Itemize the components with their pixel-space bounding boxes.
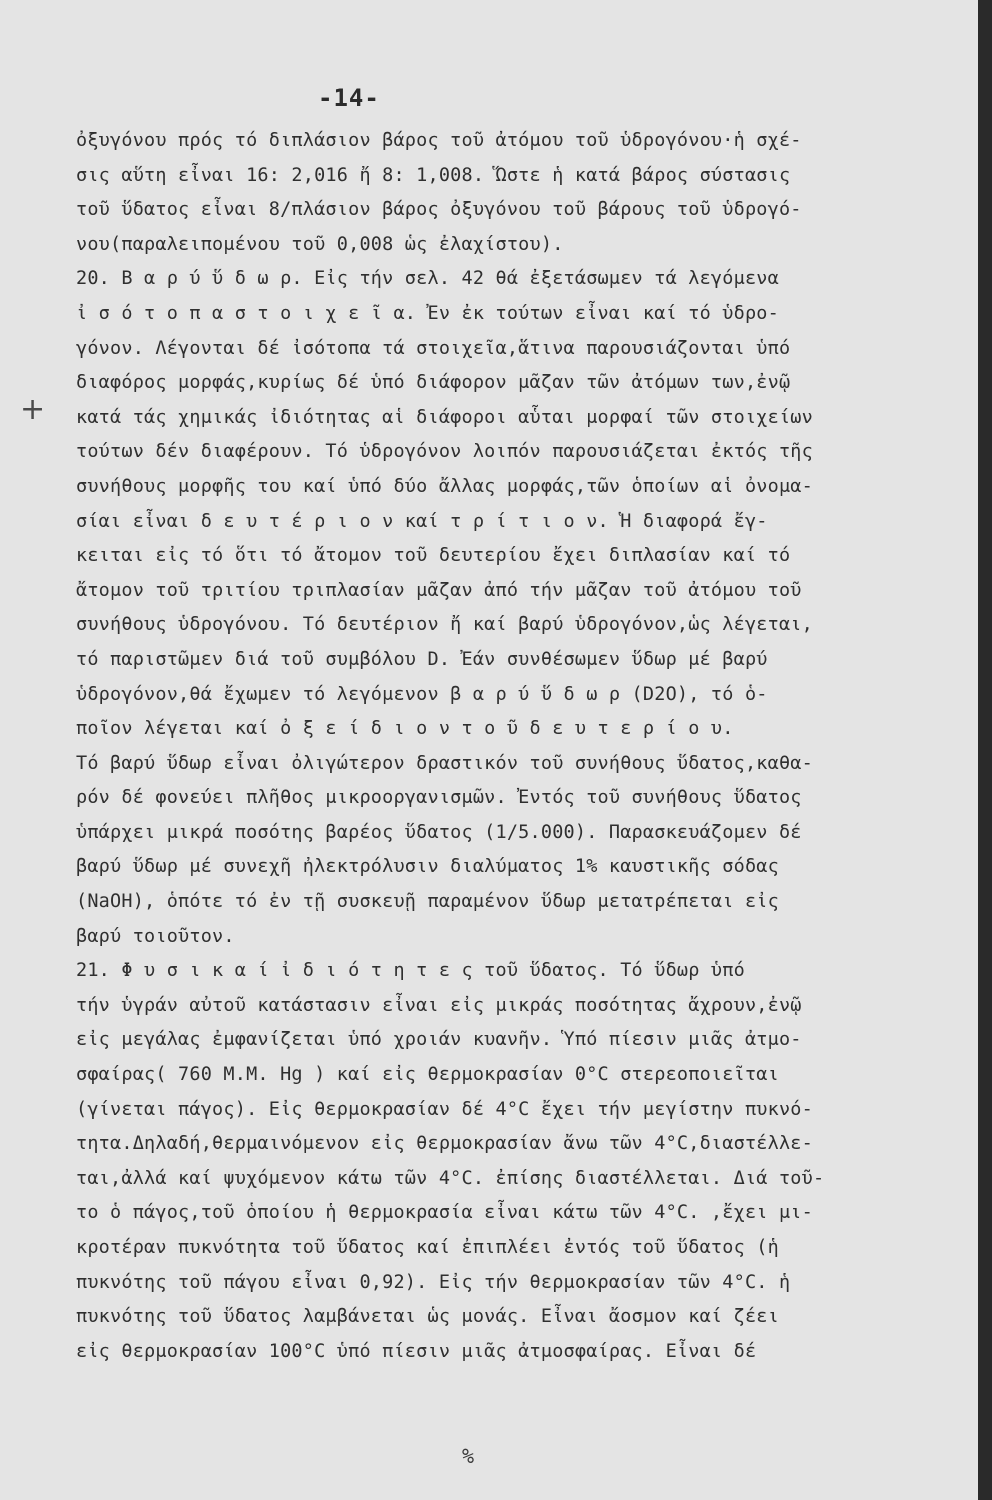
text-line: ὀξυγόνου πρός τό διπλάσιον βάρος τοῦ ἀτόμου τοῦ ὑδρογόνου·ἡ σχέ- [76, 130, 802, 151]
text-line: ὑδρογόνον,θά ἔχωμεν τό λεγόμενον β α ρ ύ ὕ δ ω ρ (D2O), τό ὁ- [76, 683, 768, 705]
text-line: βαρύ ὕδωρ μέ συνεχῆ ἠλεκτρόλυσιν διαλύματος 1% καυστικῆς σόδας [76, 856, 779, 878]
text-line: βαρύ τοιοῦτον. [76, 925, 235, 947]
text-line: Τό βαρύ ὕδωρ εἶναι ὀλιγώτερον δραστικόν τοῦ συνήθους ὕδατος,καθα- [76, 752, 813, 774]
text-line: (NaOH), ὁπότε τό ἐν τῇ συσκευῇ παραμένον ὕδωρ μετατρέπεται εἰς [76, 891, 779, 913]
text-line: νου(παραλειπομένου τοῦ 0,008 ὡς ἐλαχίστου). [76, 233, 564, 255]
text-line: διαφόρος μορφάς,κυρίως δέ ὑπό διάφορον μᾶζαν τῶν ἀτόμων των,ἐνῷ [76, 372, 791, 394]
text-line: το ὁ πάγος,τοῦ ὁποίου ἡ θερμοκρασία εἶναι κάτω τῶν 4°C. ,ἔχει μι- [76, 1202, 813, 1224]
text-line: τούτων δέν διαφέρουν. Τό ὑδρογόνον λοιπόν παρουσιάζεται ἐκτός τῆς [76, 441, 813, 463]
page-number: -14- [318, 84, 380, 112]
body-text [76, 124, 960, 1369]
text-line: πυκνότης τοῦ ὕδατος λαμβάνεται ὡς μονάς. Εἶναι ἄοσμον καί ζέει [76, 1306, 779, 1328]
text-line: συνήθους ὑδρογόνου. Τό δευτέριον ἤ καί βαρύ ὑδρογόνον,ὡς λέγεται, [76, 614, 813, 636]
text-line: κειται εἰς τό ὅτι τό ἄτομον τοῦ δευτερίου ἔχει διπλασίαν καί τό [76, 545, 791, 567]
text-line: τοῦ ὕδατος εἶναι 8/πλάσιον βάρος ὀξυγόνου τοῦ βάρους τοῦ ὑδρογό- [76, 199, 802, 221]
text-line: εἰς θερμοκρασίαν 100°C ὑπό πίεσιν μιᾶς ἀτμοσφαίρας. Εἶναι δέ [76, 1340, 757, 1362]
text-line: τό παριστῶμεν διά τοῦ συμβόλου D. Ἐάν συνθέσωμεν ὕδωρ μέ βαρύ [76, 648, 768, 670]
text-line: ρόν δέ φονεύει πλῆθος μικροοργανισμῶν. Ἐντός τοῦ συνήθους ὕδατος [76, 787, 802, 809]
text-line: σις αὕτη εἶναι 16: 2,016 ἤ 8: 1,008. Ὥστε ἡ κατά βάρος σύστασις [76, 164, 791, 186]
text-line: γόνον. Λέγονται δέ ἰσότοπα τά στοιχεῖα,ἅτινα παρουσιάζονται ὑπό [76, 337, 791, 359]
bottom-mark: % [462, 1444, 475, 1468]
text-line: ἄτομον τοῦ τριτίου τριπλασίαν μᾶζαν ἀπό τήν μᾶζαν τοῦ ἀτόμου τοῦ [76, 579, 802, 601]
text-line: κροτέραν πυκνότητα τοῦ ὕδατος καί ἐπιπλέει ἐντός τοῦ ὕδατος (ἡ [76, 1237, 779, 1258]
text-line: σφαίρας( 760 Μ.Μ. Hg ) καί εἰς θερμοκρασίαν 0°C στερεοποιεῖται [76, 1064, 779, 1086]
text-line: ται,ἀλλά καί ψυχόμενον κάτω τῶν 4°C. ἐπίσης διαστέλλεται. Διά τοῦ- [76, 1167, 825, 1189]
text-line: εἰς μεγάλας ἐμφανίζεται ὑπό χροιάν κυανῆν. Ὑπό πίεσιν μιᾶς ἀτμο- [76, 1029, 802, 1051]
text-line: τήν ὑγράν αὐτοῦ κατάστασιν εἶναι εἰς μικράς ποσότητας ἄχρουν,ἐνῷ [76, 994, 802, 1016]
section-heading-line: 21. Φ υ σ ι κ α ί ἰ δ ι ό τ η τ ε ς τοῦ ὕδατος. Τό ὕδωρ ὑπό [76, 960, 745, 982]
text-line: ἰ σ ό τ ο π α σ τ ο ι χ ε ῖ α. Ἐν ἐκ τούτων εἶναι καί τό ὑδρο- [76, 302, 779, 324]
text-line: συνήθους μορφῆς του καί ὑπό δύο ἄλλας μορφάς,τῶν ὁποίων αἱ ὀνομα- [76, 475, 813, 497]
text-line: ποῖον λέγεται καί ὀ ξ ε ί δ ι ο ν τ ο ῦ δ ε υ τ ε ρ ί ο υ. [76, 718, 734, 740]
section-heading-line: 20. Β α ρ ύ ὕ δ ω ρ. Εἰς τήν σελ. 42 θά ἐξετάσωμεν τά λεγόμενα [76, 268, 779, 290]
margin-annotation: + [20, 392, 46, 427]
text-line: σίαι εἶναι δ ε υ τ έ ρ ι ο ν καί τ ρ ί τ ι ο ν. Ἡ διαφορά ἔγ- [76, 510, 768, 532]
text-line: πυκνότης τοῦ πάγου εἶναι 0,92). Εἰς τήν θερμοκρασίαν τῶν 4°C. ἡ [76, 1271, 791, 1293]
text-line: (γίνεται πάγος). Εἰς θερμοκρασίαν δέ 4°C ἔχει τήν μεγίστην πυκνό- [76, 1098, 813, 1120]
text-line: τητα.Δηλαδή,θερμαινόμενον εἰς θερμοκρασίαν ἄνω τῶν 4°C,διαστέλλε- [76, 1133, 813, 1155]
text-line: ὑπάρχει μικρά ποσότης βαρέος ὕδατος (1/5.000). Παρασκευάζομεν δέ [76, 821, 802, 843]
page-edge [978, 0, 992, 1500]
text-line: κατά τάς χημικάς ἰδιότητας αἱ διάφοροι αὗται μορφαί τῶν στοιχείων [76, 406, 813, 428]
